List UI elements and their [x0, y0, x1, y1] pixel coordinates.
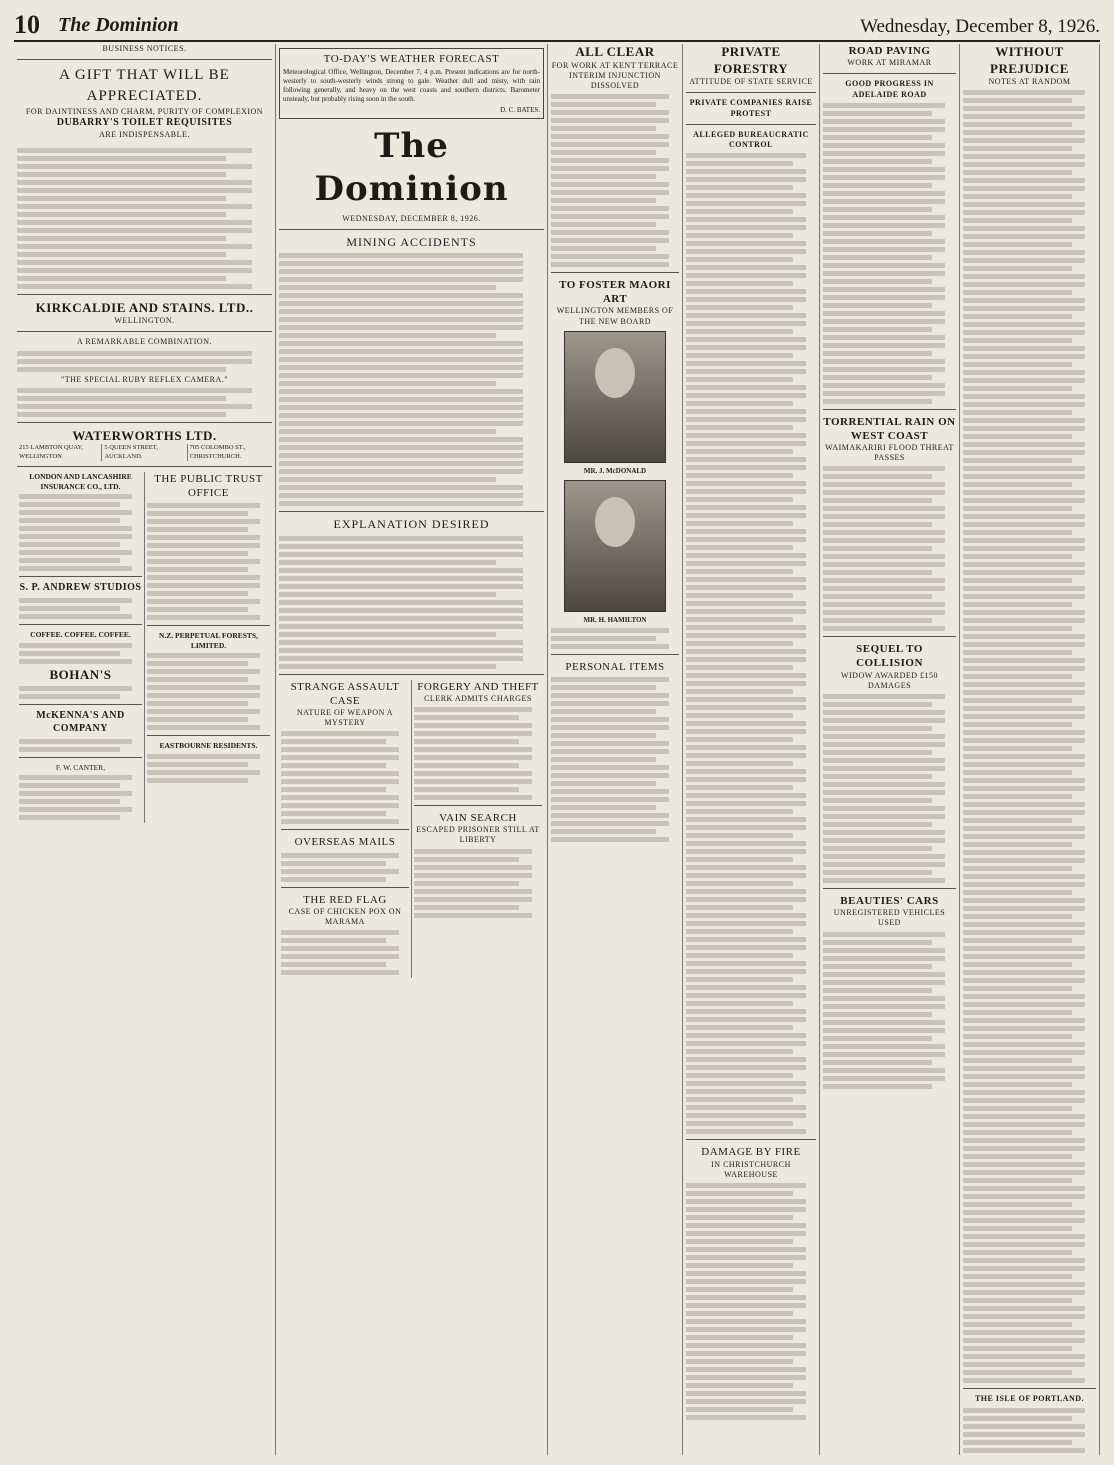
caption-hamilton: MR. H. HAMILTON	[583, 615, 647, 624]
kirkcaldie-heading: KIRKCALDIE AND STAINS. LTD..	[35, 299, 254, 315]
forgery-subheading: CLERK ADMITS CHARGES	[424, 693, 532, 703]
masthead	[14, 8, 1100, 42]
vain-search-subheading: ESCAPED PRISONER STILL AT LIBERTY	[416, 825, 540, 845]
notes-at-random: NOTES AT RANDOM	[988, 77, 1071, 87]
portrait-mcdonald-photo	[564, 331, 666, 463]
red-flag-heading: THE RED FLAG	[303, 893, 387, 906]
forestry-subheading-3: ALLEGED BUREAUCRATIC CONTROL	[693, 129, 809, 150]
without-prejudice-heading: WITHOUT PREJUDICE	[990, 44, 1069, 76]
all-clear-heading: ALL CLEAR	[575, 44, 655, 59]
business-notices-heading: BUSINESS NOTICES.	[102, 44, 187, 53]
road-paving-subheading-2: GOOD PROGRESS IN ADELAIDE ROAD	[845, 79, 934, 99]
rain-heading: TORRENTIAL RAIN ON WEST COAST	[823, 415, 956, 442]
personal-items-heading: PERSONAL ITEMS	[565, 660, 665, 673]
forestry-heading: PRIVATE FORESTRY	[713, 44, 789, 76]
kirkcaldie-city: WELLINGTON.	[114, 316, 175, 326]
weather-heading: TO-DAY'S WEATHER FORECAST	[323, 53, 500, 65]
news-column-4	[683, 44, 820, 1455]
weather-signature: D. C. BATES.	[500, 105, 540, 114]
notes-column	[960, 44, 1100, 1455]
bohans-heading: BOHAN'S	[49, 666, 112, 682]
assault-heading: STRANGE ASSAULT CASE	[290, 680, 400, 707]
page-number: 10	[14, 10, 40, 39]
ruby-camera: "THE SPECIAL RUBY REFLEX CAMERA."	[60, 374, 229, 384]
dominion-banner: The Dominion	[314, 125, 509, 210]
leader-column	[276, 44, 548, 1455]
sequel-subheading: WIDOW AWARDED £150 DAMAGES	[840, 670, 939, 690]
rain-subheading: WAIMAKARIRI FLOOD THREAT PASSES	[825, 442, 954, 463]
mining-heading: MINING ACCIDENTS	[346, 235, 477, 250]
news-column-5	[820, 44, 960, 1455]
nz-forests-heading: N.Z. PERPETUAL FORESTS, LIMITED.	[159, 631, 258, 650]
maori-art-heading: TO FOSTER MAORI ART	[559, 279, 671, 306]
combination-heading: A REMARKABLE COMBINATION.	[77, 337, 212, 347]
coffee-heading: COFFEE. COFFEE. COFFEE.	[30, 630, 131, 640]
forestry-subheading: ATTITUDE OF STATE SERVICE	[689, 77, 813, 87]
eastbourne-heading: EASTBOURNE RESIDENTS.	[159, 741, 258, 751]
beauties-cars-heading: BEAUTIES' CARS	[840, 895, 939, 908]
caption-mcdonald: MR. J. McDONALD	[583, 466, 647, 475]
paper-name: The Dominion	[58, 14, 179, 36]
forestry-subheading-2: PRIVATE COMPANIES RAISE PROTEST	[689, 98, 813, 118]
mckenna-heading: McKENNA'S AND COMPANY	[36, 710, 125, 735]
vain-search-heading: VAIN SEARCH	[439, 812, 517, 825]
mails-heading: OVERSEAS MAILS	[294, 836, 396, 849]
indispensable-line: ARE INDISPENSABLE.	[99, 130, 190, 140]
waterworths-heading: WATERWORTHS LTD.	[72, 427, 217, 443]
road-paving-heading: ROAD PAVING	[848, 45, 931, 57]
daintiness-line: FOR DAINTINESS AND CHARM, PURITY OF COMPLEXION	[25, 107, 264, 117]
waterworths-address-3: 705 COLOMBO ST., CHRISTCHURCH.	[187, 444, 272, 461]
waterworths-address-1: 215 LAMBTON QUAY, WELLINGTON	[19, 444, 83, 460]
road-paving-subheading: WORK AT MIRAMAR	[847, 58, 932, 68]
london-lancashire-heading: LONDON AND LANCASHIRE INSURANCE CO., LTD.	[29, 472, 132, 491]
gift-headline: A GIFT THAT WILL BE APPRECIATED.	[59, 67, 230, 105]
sequel-heading: SEQUEL TO COLLISION	[856, 643, 923, 670]
waterworths-address-2: 5 QUEEN STREET, AUCKLAND.	[101, 444, 186, 461]
issue-date: Wednesday, December 8, 1926.	[860, 16, 1100, 37]
fire-damage-subheading: IN CHRISTCHURCH WAREHOUSE	[711, 1159, 791, 1179]
banner-date: WEDNESDAY, DECEMBER 8, 1926.	[342, 213, 481, 223]
all-clear-subheading-2: INTERIM INJUNCTION DISSOLVED	[569, 70, 661, 91]
news-column-3	[548, 44, 683, 1455]
advertisements-column	[14, 44, 276, 1455]
all-clear-subheading: FOR WORK AT KENT TERRACE	[551, 60, 679, 70]
andrew-studios-heading: S. P. ANDREW STUDIOS	[19, 582, 142, 594]
assault-subheading: NATURE OF WEAPON A MYSTERY	[296, 707, 394, 728]
beauties-cars-subheading: UNREGISTERED VEHICLES USED	[833, 908, 946, 928]
maori-art-subheading: WELLINGTON MEMBERS OF THE NEW BOARD	[556, 306, 674, 326]
explanation-heading: EXPLANATION DESIRED	[333, 517, 490, 532]
weather-forecast: Meteorological Office, Wellington, December 7, 4 p.m. Present indications are for north-westerly to south-westerly winds strong to gale. Weather dull and misty, with rain following generally, and heavy on the west coasts and southern districts. Barometer unsteady, but probably rising soon in the south.	[283, 68, 540, 103]
dubarry-title: DUBARRY'S TOILET REQUISITES	[56, 117, 233, 129]
canter-heading: F. W. CANTER,	[55, 762, 106, 772]
isle-portland-heading: THE ISLE OF PORTLAND.	[974, 1394, 1085, 1404]
fire-damage-heading: DAMAGE BY FIRE	[701, 1146, 801, 1159]
portrait-hamilton-photo	[564, 480, 666, 612]
public-trust-heading: THE PUBLIC TRUST OFFICE	[154, 473, 263, 500]
forgery-heading: FORGERY AND THEFT	[417, 680, 539, 693]
red-flag-subheading: CASE OF CHICKEN POX ON MARAMA	[288, 906, 402, 926]
